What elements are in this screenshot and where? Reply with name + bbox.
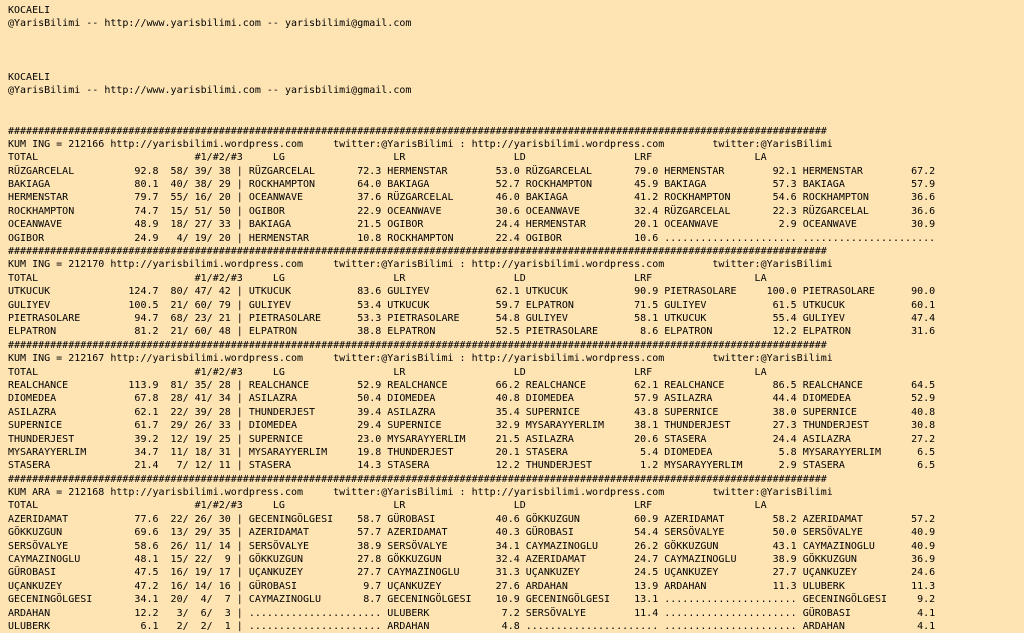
- text-line: [8, 111, 1024, 124]
- table-row: OCEANWAVE 48.9 18/ 27/ 33 | BAKIAGA 21.5 OGIBOR 24.4 HERMENSTAR 20.1 OCEANWAVE 2.9 OCEANWAVE 30.9: [8, 219, 936, 231]
- text-line: [8, 31, 1024, 44]
- separator-line: ########################################################################################################################################: [8, 473, 827, 485]
- table-row: STASERA 21.4 7/ 12/ 11 | STASERA 14.3 STASERA 12.2 THUNDERJEST 1.2 MYSARAYYERLIM 2.9 STASERA 6.5: [8, 460, 936, 472]
- table-row: AZERIDAMAT 77.6 22/ 26/ 30 | GECENINGÖLGESI 58.7 GÜROBASI 40.6 GÖKKUZGUN 60.9 AZERIDAMAT 58.2 AZERIDAMAT 57.2: [8, 513, 936, 525]
- race-header: KUM ING = 212170 http://yarisbilimi.wordpress.com twitter:@YarisBilimi : http://yarisbilimi.wordpress.com twitter:@YarisBilimi: [8, 259, 833, 271]
- text-line: KOCAELI: [8, 71, 51, 83]
- table-row: ULUBERK 6.1 2/ 2/ 1 | ...................... ARDAHAN 4.8 ...................... ...................... ARDAHAN 4.1: [8, 620, 936, 632]
- table-row: GECENINGÖLGESI 34.1 20/ 4/ 7 | CAYMAZINOGLU 8.7 GECENINGÖLGESI 10.9 GECENINGÖLGESI 13.1 ...................... GECENINGÖLGESI 9.2: [8, 594, 936, 606]
- text-line: @YarisBilimi -- http://www.yarisbilimi.com -- yarisbilimi@gmail.com: [8, 18, 412, 30]
- table-row: DIOMEDEA 67.8 28/ 41/ 34 | ASILAZRA 50.4 DIOMEDEA 40.8 DIOMEDEA 57.9 ASILAZRA 44.4 DIOMEDEA 52.9: [8, 393, 936, 405]
- table-row: REALCHANCE 113.9 81/ 35/ 28 | REALCHANCE 52.9 REALCHANCE 66.2 REALCHANCE 62.1 REALCHANCE 86.5 REALCHANCE 64.5: [8, 379, 936, 391]
- text-line: [8, 98, 1024, 111]
- race-header: KUM ARA = 212168 http://yarisbilimi.wordpress.com twitter:@YarisBilimi : http://yarisbilimi.wordpress.com twitter:@YarisBilimi: [8, 487, 833, 499]
- table-row: ELPATRON 81.2 21/ 60/ 48 | ELPATRON 38.8 ELPATRON 52.5 PIETRASOLARE 8.6 ELPATRON 12.2 ELPATRON 31.6: [8, 326, 936, 338]
- table-row: BAKIAGA 80.1 40/ 38/ 29 | ROCKHAMPTON 64.0 BAKIAGA 52.7 ROCKHAMPTON 45.9 BAKIAGA 57.3 BAKIAGA 57.9: [8, 179, 936, 191]
- table-row: GÖKKUZGUN 69.6 13/ 29/ 35 | AZERIDAMAT 57.7 AZERIDAMAT 40.3 GÜROBASI 54.4 SERSÖVALYE 50.0 SERSÖVALYE 40.9: [8, 527, 936, 539]
- table-row: GÜROBASI 47.5 16/ 19/ 17 | UÇANKUZEY 27.7 CAYMAZINOGLU 31.3 UÇANKUZEY 24.5 UÇANKUZEY 27.7 UÇANKUZEY 24.6: [8, 567, 936, 579]
- table-row: GULIYEV 100.5 21/ 60/ 79 | GULIYEV 53.4 UTKUCUK 59.7 ELPATRON 71.5 GULIYEV 61.5 UTKUCUK 60.1: [8, 299, 936, 311]
- table-row: ARDAHAN 12.2 3/ 6/ 3 | ...................... ULUBERK 7.2 SERSÖVALYE 11.4 ...................... GÜROBASI 4.1: [8, 607, 936, 619]
- column-header: TOTAL #1/#2/#3 LG LR LD LRF LA: [8, 500, 767, 512]
- table-row: ROCKHAMPTON 74.7 15/ 51/ 50 | OGIBOR 22.9 OCEANWAVE 30.6 OCEANWAVE 32.4 RÜZGARCELAL 22.3 RÜZGARCELAL 36.6: [8, 205, 936, 217]
- separator-line: ########################################################################################################################################: [8, 339, 827, 351]
- text-line: @YarisBilimi -- http://www.yarisbilimi.com -- yarisbilimi@gmail.com: [8, 85, 412, 97]
- table-row: CAYMAZINOGLU 48.1 15/ 22/ 9 | GÖKKUZGUN 27.8 GÖKKUZGUN 32.4 AZERIDAMAT 24.7 CAYMAZINOGLU 38.9 GÖKKUZGUN 36.9: [8, 554, 936, 566]
- table-row: SERSÖVALYE 58.6 26/ 11/ 14 | SERSÖVALYE 38.9 SERSÖVALYE 34.1 CAYMAZINOGLU 26.2 GÖKKUZGUN 43.1 CAYMAZINOGLU 40.9: [8, 540, 936, 552]
- table-row: UTKUCUK 124.7 80/ 47/ 42 | UTKUCUK 83.6 GULIYEV 62.1 UTKUCUK 90.9 PIETRASOLARE 100.0 PIETRASOLARE 90.0: [8, 286, 936, 298]
- race-header: KUM ING = 212166 http://yarisbilimi.wordpress.com twitter:@YarisBilimi : http://yarisbilimi.wordpress.com twitter:@YarisBilimi: [8, 138, 833, 150]
- text-line: [8, 44, 1024, 57]
- table-row: THUNDERJEST 39.2 12/ 19/ 25 | SUPERNICE 23.0 MYSARAYYERLIM 21.5 ASILAZRA 20.6 STASERA 24.4 ASILAZRA 27.2: [8, 433, 936, 445]
- table-row: HERMENSTAR 79.7 55/ 16/ 20 | OCEANWAVE 37.6 RÜZGARCELAL 46.0 BAKIAGA 41.2 ROCKHAMPTON 54.6 ROCKHAMPTON 36.6: [8, 192, 936, 204]
- table-row: RÜZGARCELAL 92.8 58/ 39/ 38 | RÜZGARCELAL 72.3 HERMENSTAR 53.0 RÜZGARCELAL 79.0 HERMENSTAR 92.1 HERMENSTAR 67.2: [8, 165, 936, 177]
- table-row: OGIBOR 24.9 4/ 19/ 20 | HERMENSTAR 10.8 ROCKHAMPTON 22.4 OGIBOR 10.6 ...................... ......................: [8, 232, 936, 244]
- table-row: SUPERNICE 61.7 29/ 26/ 33 | DIOMEDEA 29.4 SUPERNICE 32.9 MYSARAYYERLIM 38.1 THUNDERJEST 27.3 THUNDERJEST 30.8: [8, 420, 936, 432]
- text-line: [8, 58, 1024, 71]
- column-header: TOTAL #1/#2/#3 LG LR LD LRF LA: [8, 366, 767, 378]
- text-line: KOCAELI: [8, 5, 51, 16]
- table-row: ASILAZRA 62.1 22/ 39/ 28 | THUNDERJEST 39.4 ASILAZRA 35.4 SUPERNICE 43.8 SUPERNICE 38.0 SUPERNICE 40.8: [8, 406, 936, 418]
- race-header: KUM ING = 212167 http://yarisbilimi.wordpress.com twitter:@YarisBilimi : http://yarisbilimi.wordpress.com twitter:@YarisBilimi: [8, 353, 833, 365]
- separator-line: ########################################################################################################################################: [8, 246, 827, 258]
- column-header: TOTAL #1/#2/#3 LG LR LD LRF LA: [8, 152, 767, 164]
- table-row: UÇANKUZEY 47.2 16/ 14/ 16 | GÜROBASI 9.7 UÇANKUZEY 27.6 ARDAHAN 13.9 ARDAHAN 11.3 ULUBERK 11.3: [8, 580, 936, 592]
- table-row: PIETRASOLARE 94.7 68/ 23/ 21 | PIETRASOLARE 53.3 PIETRASOLARE 54.8 GULIYEV 58.1 UTKUCUK 55.4 GULIYEV 47.4: [8, 312, 936, 324]
- separator-line: ########################################################################################################################################: [8, 125, 827, 137]
- table-row: MYSARAYYERLIM 34.7 11/ 18/ 31 | MYSARAYYERLIM 19.8 THUNDERJEST 20.1 STASERA 5.4 DIOMEDEA 5.8 MYSARAYYERLIM 6.5: [8, 446, 936, 458]
- column-header: TOTAL #1/#2/#3 LG LR LD LRF LA: [8, 272, 767, 284]
